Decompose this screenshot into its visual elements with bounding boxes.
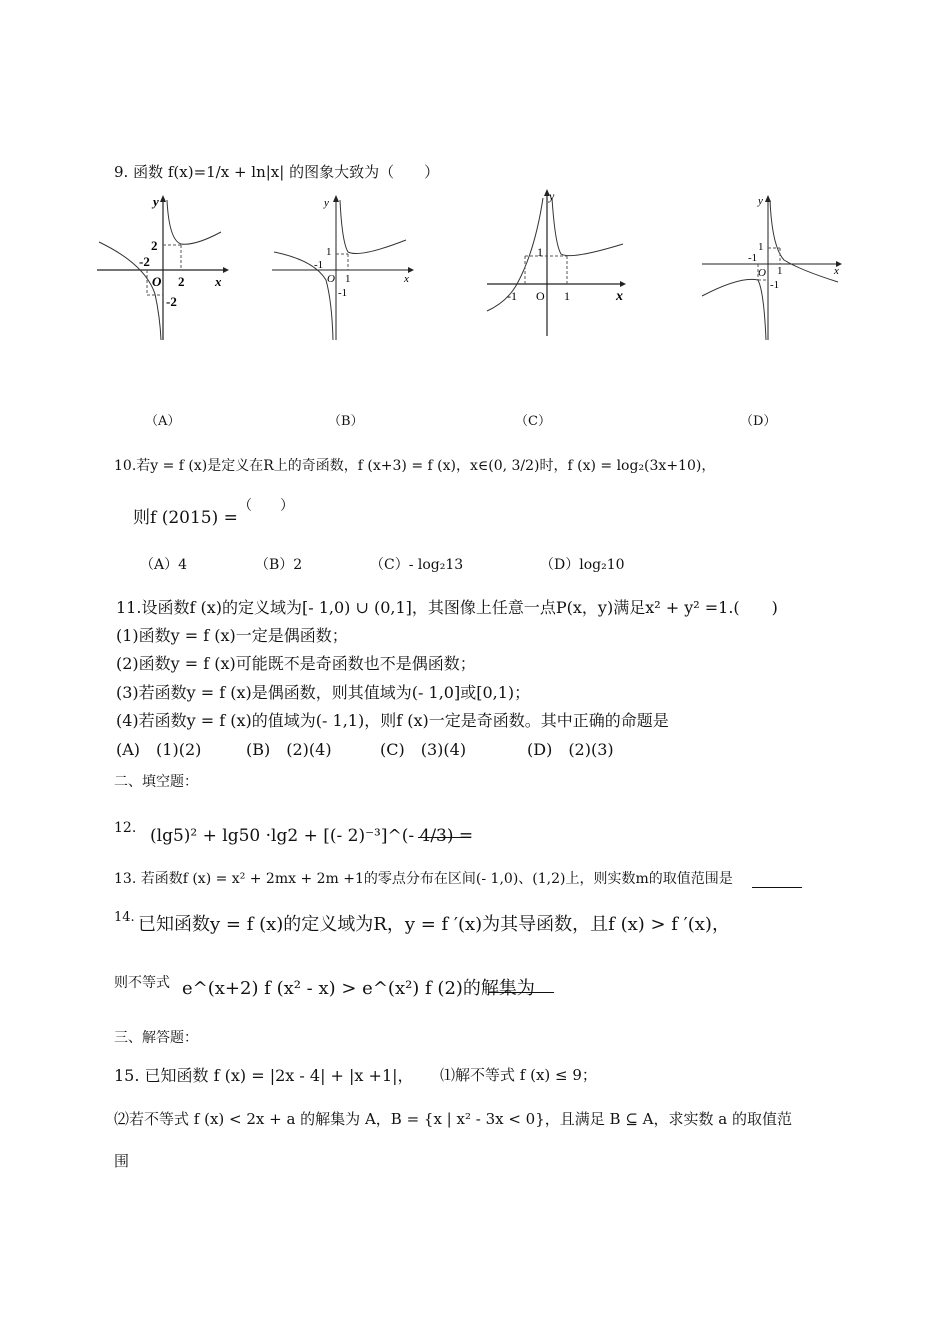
graph-d-tick: -1: [770, 279, 780, 291]
q15-line1: 15. 已知函数 f (x) = |2x - 4| + |x +1|，: [114, 1066, 414, 1085]
graph-c-tick: -1: [507, 289, 517, 303]
graph-c-tick: 1: [564, 289, 570, 303]
q9-option-d[interactable]: （D）: [740, 414, 777, 429]
graph-a-y-label: y: [153, 194, 159, 209]
q14-line2: e^(x+2) f (x² - x) > e^(x²) f (2)的解集为: [182, 978, 535, 999]
graph-c-tick: 1: [537, 245, 543, 259]
q15-line2: ⑵若不等式 f (x) < 2x + a 的解集为 A，B = {x | x² - 3x < 0}，且满足 B ⊆ A，求实数 a 的取值范: [114, 1110, 792, 1128]
q12-number: 12.: [114, 820, 137, 836]
graph-d-tick: 1: [777, 265, 783, 277]
graph-b-tick: -1: [314, 259, 324, 271]
q12-expression: (lg5)² + lg50 ·lg2 + [(- 2)⁻³]^(- 4/3) =: [150, 826, 474, 846]
graph-c-y-label: y: [549, 189, 555, 203]
graph-a-origin: O: [152, 274, 162, 289]
section-fill-in-heading: 二、填空题：: [114, 774, 198, 790]
q9-option-b[interactable]: （B）: [328, 414, 364, 429]
q15-line3: 围: [114, 1152, 130, 1170]
graph-c: [485, 186, 630, 341]
section-solve-heading: 三、解答题：: [114, 1030, 198, 1046]
q9-stem: 9. 函数 f(x)=1/x + ln|x| 的图象大致为（ ）: [114, 163, 440, 181]
q12-answer-blank[interactable]: [418, 836, 466, 838]
graph-c-origin: O: [536, 289, 545, 303]
q10-answer-paren: （ ）: [238, 498, 294, 514]
graph-a-tick: 2: [178, 274, 185, 289]
graph-a-x-label: x: [215, 274, 222, 289]
q13-answer-blank[interactable]: [752, 886, 802, 888]
q13-text: 13. 若函数f (x) = x² + 2mx + 2m +1的零点分布在区间(- 1,0)、(1,2)上，则实数m的取值范围是: [114, 871, 733, 887]
q14-answer-blank[interactable]: [488, 991, 554, 993]
q14-number: 14.: [114, 910, 135, 925]
q15-part1: ⑴解不等式 f (x) ≤ 9；: [440, 1066, 597, 1084]
graph-d-tick: -1: [748, 252, 758, 264]
graph-b: [270, 192, 415, 342]
graph-b-tick: 1: [326, 246, 332, 258]
graph-a-tick: -2: [139, 254, 150, 269]
graph-a-tick: -2: [166, 294, 177, 309]
q11-option-d[interactable]: (D) (2)(3): [527, 740, 614, 759]
q9-option-c[interactable]: （C）: [515, 414, 551, 429]
q11-statement-1: (1)函数y = f (x)一定是偶函数；: [116, 626, 348, 645]
q10-line2: 则f (2015) =: [133, 508, 238, 528]
q11-option-a[interactable]: (A) (1)(2): [116, 740, 202, 759]
graph-b-tick: -1: [338, 287, 348, 299]
q14-line2-prefix: 则不等式: [114, 975, 170, 991]
q11-statement-4: (4)若函数y = f (x)的值域为(- 1,1)，则f (x)一定是奇函数。其中正确的命题是: [116, 711, 669, 730]
graph-b-x-label: x: [404, 273, 409, 285]
q10-option-a[interactable]: （A）4: [140, 557, 188, 573]
graph-d-y-label: y: [758, 195, 763, 207]
graph-a: [95, 192, 230, 342]
q11-statement-3: (3)若函数y = f (x)是偶函数，则其值域为(- 1,0]或[0,1)；: [116, 683, 531, 702]
graph-c-x-label: x: [616, 289, 623, 304]
graph-d: [700, 192, 845, 342]
graph-b-tick: 1: [345, 273, 351, 285]
q9-option-a[interactable]: （A）: [145, 414, 181, 429]
q10-line1: 10.若y = f (x)是定义在R上的奇函数，f (x+3) = f (x)，x∈(0, 3/2)时，f (x) = log₂(3x+10)，: [114, 458, 716, 474]
q11-statement-2: (2)函数y = f (x)可能既不是奇函数也不是偶函数；: [116, 654, 476, 673]
graph-d-tick: 1: [758, 241, 764, 253]
graph-b-y-label: y: [324, 197, 329, 209]
graph-d-x-label: x: [834, 265, 839, 277]
graph-a-tick: 2: [151, 238, 158, 253]
q10-option-c[interactable]: （C）- log₂13: [370, 557, 464, 573]
q10-option-b[interactable]: （B）2: [255, 557, 303, 573]
q11-option-c[interactable]: (C) (3)(4): [380, 740, 467, 759]
q10-option-d[interactable]: （D）log₂10: [540, 557, 625, 573]
graph-b-origin: O: [327, 273, 335, 285]
graph-d-origin: O: [758, 267, 766, 279]
q14-line1: 已知函数y = f (x)的定义域为R，y = f ′(x)为其导函数，且f (x) > f ′(x)，: [138, 914, 730, 935]
q11-option-b[interactable]: (B) (2)(4): [246, 740, 332, 759]
q11-stem: 11.设函数f (x)的定义域为[- 1,0) ∪ (0,1]，其图像上任意一点P(x，y)满足x² + y² =1.( ): [116, 598, 778, 617]
